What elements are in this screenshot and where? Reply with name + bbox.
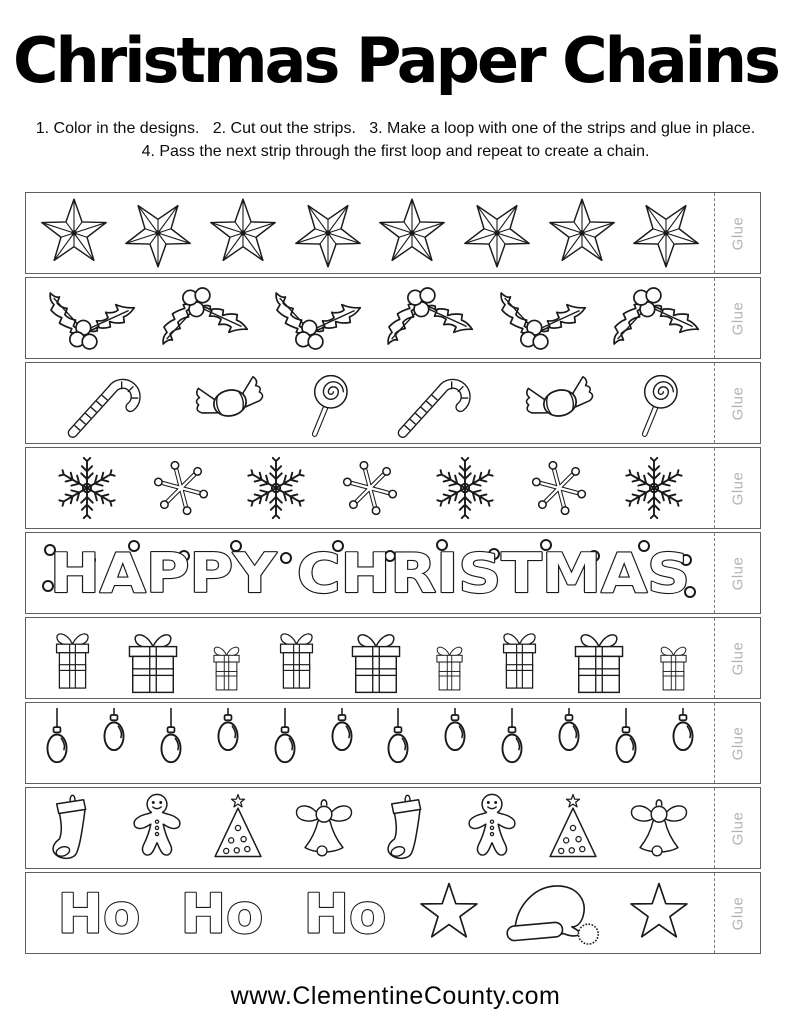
glue-label: Glue [729, 896, 746, 930]
glue-tab [714, 533, 760, 613]
glue-label: Glue [729, 386, 746, 420]
snowflake-spokes-icon [525, 453, 593, 523]
gift-tall-icon [268, 623, 325, 695]
glue-label: Glue [729, 556, 746, 590]
instructions-line-2: 4. Pass the next strip through the first loop and repeat to create a chain. [141, 143, 650, 160]
paper-strip-ornaments [25, 702, 761, 784]
bauble-short-string-icon [543, 703, 595, 779]
happy-christmas-text [37, 536, 703, 610]
bauble-long-string-icon [600, 703, 652, 779]
bell-with-bow-icon [288, 792, 360, 864]
faceted-star-rotated-icon [629, 197, 703, 269]
gift-wide-icon [120, 627, 186, 695]
snowflake-ornate-icon [55, 451, 119, 525]
holly-sprig-icon [488, 283, 590, 354]
holly-sprig-flipped-icon [601, 283, 703, 354]
gift-tall-icon [491, 623, 548, 695]
strip-artwork [26, 193, 714, 273]
bauble-short-string-icon [88, 703, 140, 779]
strip-artwork [26, 363, 714, 443]
gift-small-icon [427, 639, 472, 695]
glue-label: Glue [729, 641, 746, 675]
bauble-short-string-icon [202, 703, 254, 779]
candy-cane-icon [53, 365, 159, 441]
glue-tab [714, 703, 760, 783]
paper-strip-snowflakes [25, 447, 761, 529]
glue-tab [714, 193, 760, 273]
ho-text [172, 882, 272, 944]
gift-small-icon [651, 639, 696, 695]
ho-text [295, 882, 395, 944]
svg-text:Ho: Ho [303, 882, 386, 944]
faceted-star-rotated-icon [460, 197, 534, 269]
svg-text:Ho: Ho [57, 882, 141, 944]
paper-strip-holly [25, 277, 761, 359]
bauble-short-string-icon [316, 703, 368, 779]
strip-artwork [26, 618, 714, 698]
gift-wide-icon [566, 627, 632, 695]
bauble-long-string-icon [259, 703, 311, 779]
faceted-star-rotated-icon [291, 197, 365, 269]
bauble-long-string-icon [145, 703, 197, 779]
paper-strip-gifts [25, 617, 761, 699]
faceted-star-icon [545, 197, 619, 269]
glue-tab [714, 618, 760, 698]
snowflake-ornate-icon [433, 451, 497, 525]
glue-tab [714, 788, 760, 868]
santa-hat-icon [504, 878, 604, 948]
star-icon [417, 881, 481, 945]
instructions-line-1: 1. Color in the designs. 2. Cut out the strips. 3. Make a loop with one of the strips and glue in place. [35, 120, 756, 137]
footer-url: www.ClementineCounty.com [230, 982, 561, 1010]
glue-label: Glue [729, 471, 746, 505]
bauble-long-string-icon [372, 703, 424, 779]
glue-label: Glue [729, 216, 746, 250]
faceted-star-icon [37, 197, 111, 269]
bauble-short-string-icon [429, 703, 481, 779]
gingerbread-man-icon [126, 792, 188, 865]
strip-artwork [26, 448, 714, 528]
glue-label: Glue [729, 726, 746, 760]
bauble-long-string-icon [486, 703, 538, 779]
snowflake-ornate-icon [622, 451, 686, 525]
bauble-long-string-icon [31, 703, 83, 779]
stocking-icon [380, 792, 442, 864]
glue-tab [714, 873, 760, 953]
stocking-icon [45, 792, 107, 864]
gift-small-icon [204, 639, 249, 695]
christmas-tree-icon [542, 792, 604, 864]
holly-sprig-flipped-icon [150, 283, 252, 354]
svg-text:HAPPY CHRISTMAS: HAPPY CHRISTMAS [50, 542, 690, 605]
paper-strip-stars [25, 192, 761, 274]
gingerbread-man-icon [461, 792, 523, 865]
star-icon [627, 881, 691, 945]
lollipop-icon [301, 365, 357, 441]
lollipop-icon [631, 365, 687, 441]
strips-area [25, 192, 761, 957]
glue-tab [714, 278, 760, 358]
bauble-short-string-icon [657, 703, 709, 779]
strip-artwork [26, 788, 714, 868]
holly-sprig-icon [263, 283, 365, 354]
faceted-star-icon [206, 197, 280, 269]
strip-artwork [26, 278, 714, 358]
paper-strip-figures [25, 787, 761, 869]
candy-cane-icon [383, 365, 489, 441]
snowflake-spokes-icon [336, 453, 404, 523]
snowflake-spokes-icon [147, 453, 215, 523]
strip-artwork [26, 533, 714, 613]
ho-text [49, 882, 149, 944]
glue-tab [714, 448, 760, 528]
glue-label: Glue [729, 811, 746, 845]
paper-strip-happy-christmas [25, 532, 761, 614]
snowflake-ornate-icon [244, 451, 308, 525]
glue-label: Glue [729, 301, 746, 335]
wrapped-candy-icon [186, 372, 274, 434]
page-title: Christmas Paper Chains [13, 24, 778, 97]
paper-strip-ho-ho-ho [25, 872, 761, 954]
glue-tab [714, 363, 760, 443]
christmas-tree-icon [207, 792, 269, 864]
faceted-star-icon [375, 197, 449, 269]
bell-with-bow-icon [623, 792, 695, 864]
strip-artwork [26, 703, 714, 783]
faceted-star-rotated-icon [121, 197, 195, 269]
svg-text:Ho: Ho [180, 882, 264, 944]
holly-sprig-icon [37, 283, 139, 354]
paper-strip-candy [25, 362, 761, 444]
holly-sprig-flipped-icon [375, 283, 477, 354]
gift-tall-icon [44, 623, 101, 695]
strip-artwork [26, 873, 714, 953]
gift-wide-icon [343, 627, 409, 695]
wrapped-candy-icon [516, 372, 604, 434]
